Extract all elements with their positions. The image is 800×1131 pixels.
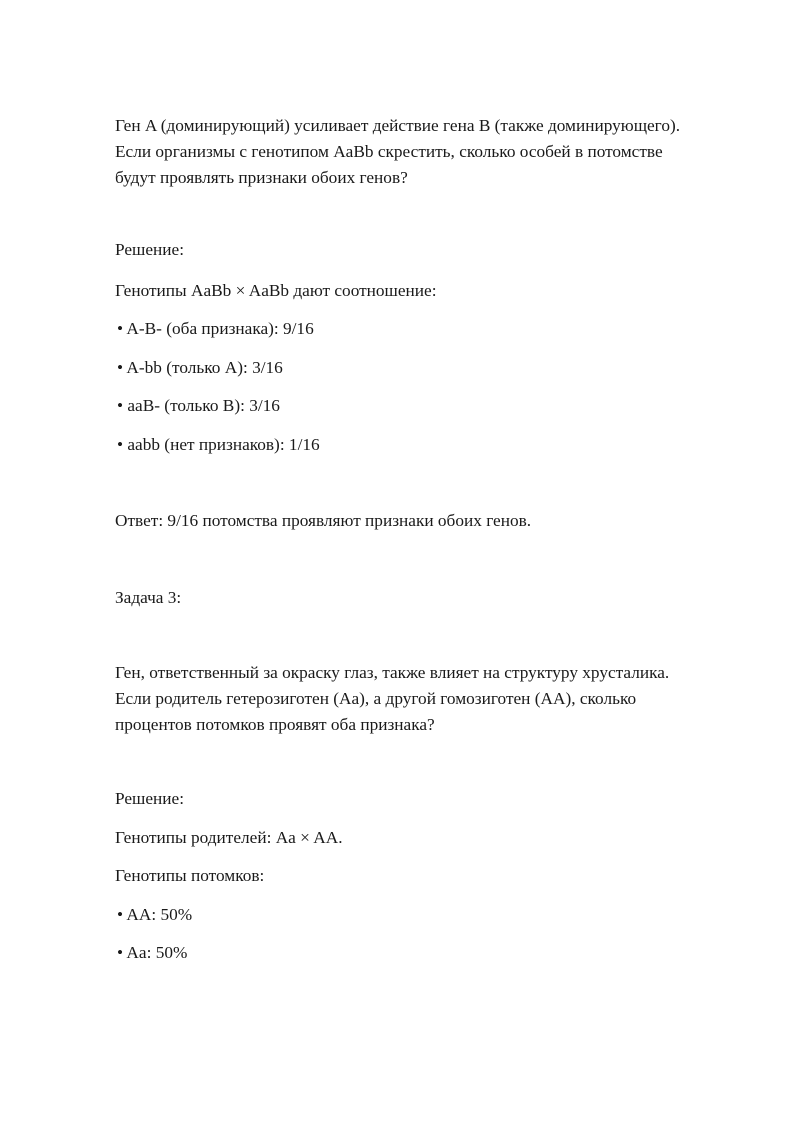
task2-answer: Ответ: 9/16 потомства проявляют признаки обоих генов. xyxy=(115,511,532,530)
task3-question-line: Ген, ответственный за окраску глаз, также влияет на структуру хрусталика. xyxy=(115,663,670,682)
task2-genotypes-line: Генотипы AaBb × AaBb дают соотношение: xyxy=(115,281,437,300)
task2-question-line: будут проявлять признаки обоих генов? xyxy=(115,168,408,187)
task2-bullet-item: • A-B- (оба признака): 9/16 xyxy=(117,319,314,338)
task2-question-line: Если организмы с генотипом AaBb скрестить, сколько особей в потомстве xyxy=(115,142,663,161)
task2-question xyxy=(115,113,755,191)
task3-bullet-item: • AA: 50% xyxy=(117,905,193,924)
task3-solution-heading: Решение: xyxy=(115,789,184,808)
task3-offspring-line: Генотипы потомков: xyxy=(115,866,265,885)
task2-solution-heading: Решение: xyxy=(115,240,184,259)
task3-question-line: процентов потомков проявят оба признака? xyxy=(115,715,435,734)
task3-parents-line: Генотипы родителей: Aa × AA. xyxy=(115,828,343,847)
task3-bullet-item: • Aa: 50% xyxy=(117,943,188,962)
task3-heading: Задача 3: xyxy=(115,588,182,607)
task2-question-line: Ген A (доминирующий) усиливает действие гена B (также доминирующего). xyxy=(115,116,681,135)
task3-question-line: Если родитель гетерозиготен (Aa), а другой гомозиготен (AA), сколько xyxy=(115,689,637,708)
task2-bullet-item: • A-bb (только A): 3/16 xyxy=(117,358,283,377)
task2-bullet-item: • aabb (нет признаков): 1/16 xyxy=(117,435,320,454)
task2-bullet-item: • aaB- (только B): 3/16 xyxy=(117,396,280,415)
task3-question xyxy=(115,660,755,738)
